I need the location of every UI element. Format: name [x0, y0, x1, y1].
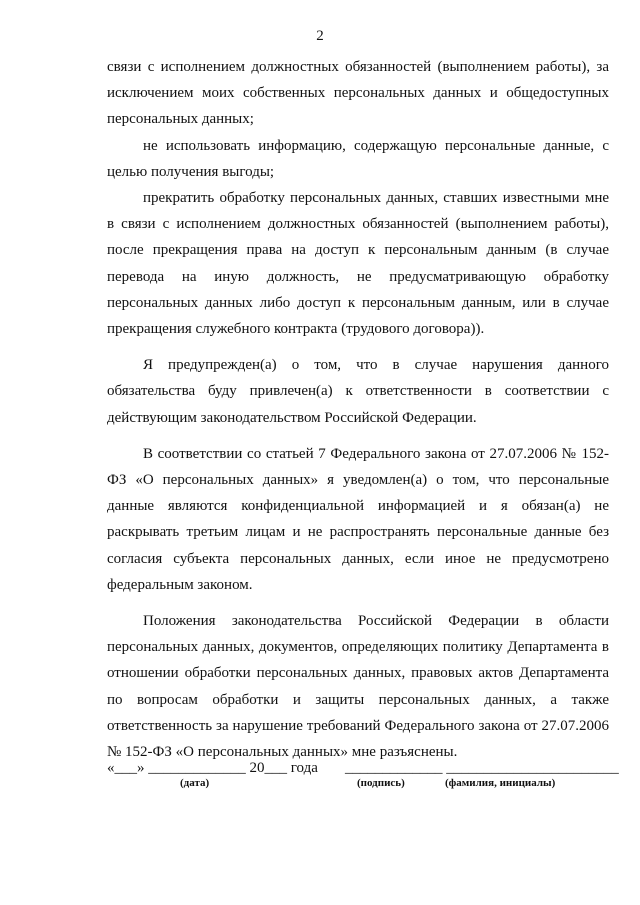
date-line: «___» _____________ 20___ года [107, 760, 318, 776]
signature-blanks: _____________ _______________________ [345, 760, 619, 776]
signature-block [107, 760, 627, 800]
page-number: 2 [316, 28, 324, 44]
paragraph-liability-warning: Я предупрежден(а) о том, что в случае нарушения данного обязательства буду привлечен(а) к ответственности в соответствии с действующим законодательством Российской Федерации. [107, 357, 609, 426]
paragraph-stop-processing: прекратить обработку персональных данных, ставших известными мне в связи с исполнением должностных обязанностей (выполнением работы), после прекращения права на доступ к персональным данным (в случае перевода на иную должность, не предусматривающую обработку персональных данных либо доступ к персональным данным, или в случае прекращения служебного контракта (трудового договора)). [107, 190, 609, 338]
document-body [107, 54, 609, 765]
paragraph-provisions-explained: Положения законодательства Российской Федерации в области персональных данных, документов, определяющих политику Департамента в отношении обработки персональных данных, правовых актов Департамента по вопросам обработки и защиты персональных данных, а также ответственность за нарушение требований Федерального закона от 27.07.2006 № 152-ФЗ «О персональных данных» мне разъяснены. [107, 613, 609, 761]
paragraph-law-notice: В соответствии со статьей 7 Федерального закона от 27.07.2006 № 152-ФЗ «О персональных данных» я уведомлен(а) о том, что персональные данные являются конфиденциальной информацией и я обязан(а) не раскрывать третьим лицам и не распространять персональные данные без согласия субъекта персональных данных, если иное не предусмотрено федеральным законом. [107, 445, 609, 593]
date-caption: (дата) [180, 777, 210, 789]
paragraph-continuation: связи с исполнением должностных обязанностей (выполнением работы), за исключением моих собственных персональных данных и общедоступных персональных данных; [107, 59, 609, 128]
paragraph-no-use-for-profit: не использовать информацию, содержащую персональные данные, с целью получения выгоды; [107, 137, 609, 180]
signature-caption: (подпись) [357, 777, 405, 789]
name-caption: (фамилия, инициалы) [445, 777, 556, 789]
